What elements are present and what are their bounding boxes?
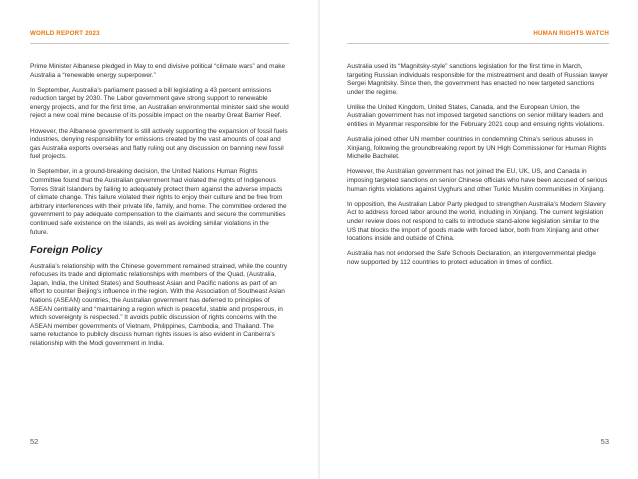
page-number-right: 53 <box>600 437 609 446</box>
running-head-right: HUMAN RIGHTS WATCH <box>533 30 609 37</box>
section-heading: Foreign Policy <box>30 243 103 256</box>
paragraph: Australia has not endorsed the Safe Schools Declaration, an intergovernmental pledge now supported by 112 countries to protect education in times of conflict. <box>347 250 596 266</box>
left-page <box>30 0 289 479</box>
paragraph: In September, Australia’s parliament passed a bill legislating a 43 percent emissions reduction target by 2030. The Labor government gave strong support to renewable energy projects, and for the first time, an Australian environmental minister said she would reject a new coal mine because of its possible impact on the nearby Great Barrier Reef. <box>30 86 289 120</box>
page-gutter <box>318 0 320 479</box>
paragraph: In opposition, the Australian Labor Party pledged to strengthen Australia’s Modern Slavery Act to address forced labor around the world, including in Xinjiang. The current legislation under review does not respond to calls to introduce stand-alone legislation similar to the US that blocks the import of goods made with forced labor, both from Xinjiang and other locations inside and outside of China. <box>347 200 606 243</box>
paragraph: Prime Minister Albanese pledged in May to end divisive political “climate wars” and make Australia a “renewable energy superpower.” <box>30 63 286 79</box>
page-number-left: 52 <box>30 437 39 446</box>
right-page-body <box>347 63 609 274</box>
paragraph: In September, in a ground-breaking decision, the United Nations Human Rights Committee found that the Australian government had violated the rights of Indigenous Torres Strait Islanders by failing to adequately protect them against the adverse impacts of climate change. This failure violated their rights to enjoy their culture and be free from arbitrary interferences with their private life, family, and home. The committee ordered the government to pay adequate compensation to the claimants and secure the communities continued safe existence on the islands, as well as avoiding similar violations in the future. <box>30 168 287 236</box>
running-head-left: WORLD REPORT 2023 <box>30 30 100 37</box>
right-page <box>347 0 609 479</box>
paragraph: Australia’s relationship with the Chinese government remained strained, while the country refocuses its trade and diplomatic relationships with members of the Quad, (Australia, Japan, India, the United States) and Southeast Asian and Pacific nations as part of an effort to counter Beijing’s influence in the region. With the Association of Southeast Asian Nations (ASEAN) countries, the Australian government has deferred to principles of ASEAN centrality and “maintaining a region which is peaceful, stable and prosperous, in which sovereignty is respected.” It avoids public discussion of rights concerns with the ASEAN member governments of Vietnam, Philippines, Cambodia, and Thailand. The same reluctance to publicly discuss human rights issues is also evident in Canberra’s relationship with the Modi government in India. <box>30 262 288 348</box>
paragraph: However, the Albanese government is still actively supporting the expansion of fossil fuels industries, denying responsibility for emissions created by the vast amounts of coal and gas Australia exports overseas and flatly ruling out any discussion on banning new fossil fuel projects. <box>30 127 288 161</box>
paragraph: However, the Australian government has not joined the EU, UK, US, and Canada in imposing targeted sanctions on senior Chinese officials who have been accused of serious human rights violations against Uyghurs and other Turkic Muslim communities in Xinjiang. <box>347 168 608 193</box>
left-page-body <box>30 63 289 355</box>
paragraph: Australia joined other UN member countries in condemning China’s serious abuses in Xinjiang, following the groundbreaking report by UN High Commissioner for Human Rights Michelle Bachelet. <box>347 136 607 161</box>
paragraph: Unlike the United Kingdom, United States, Canada, and the European Union, the Australian government has not imposed targeted sanctions on senior military leaders and entities in Myanmar responsible for the February 2021 coup and ensuing rights violations. <box>347 103 605 129</box>
paragraph: Australia used its “Magnitsky-style” sanctions legislation for the first time in March, targeting Russian individuals responsible for the mistreatment and death of Russian lawyer Sergei Magnitsky. Since then, the government has enacted no new targeted sanctions under the regime. <box>347 63 609 96</box>
header-rule-left <box>30 43 289 44</box>
header-rule-right <box>347 43 609 44</box>
